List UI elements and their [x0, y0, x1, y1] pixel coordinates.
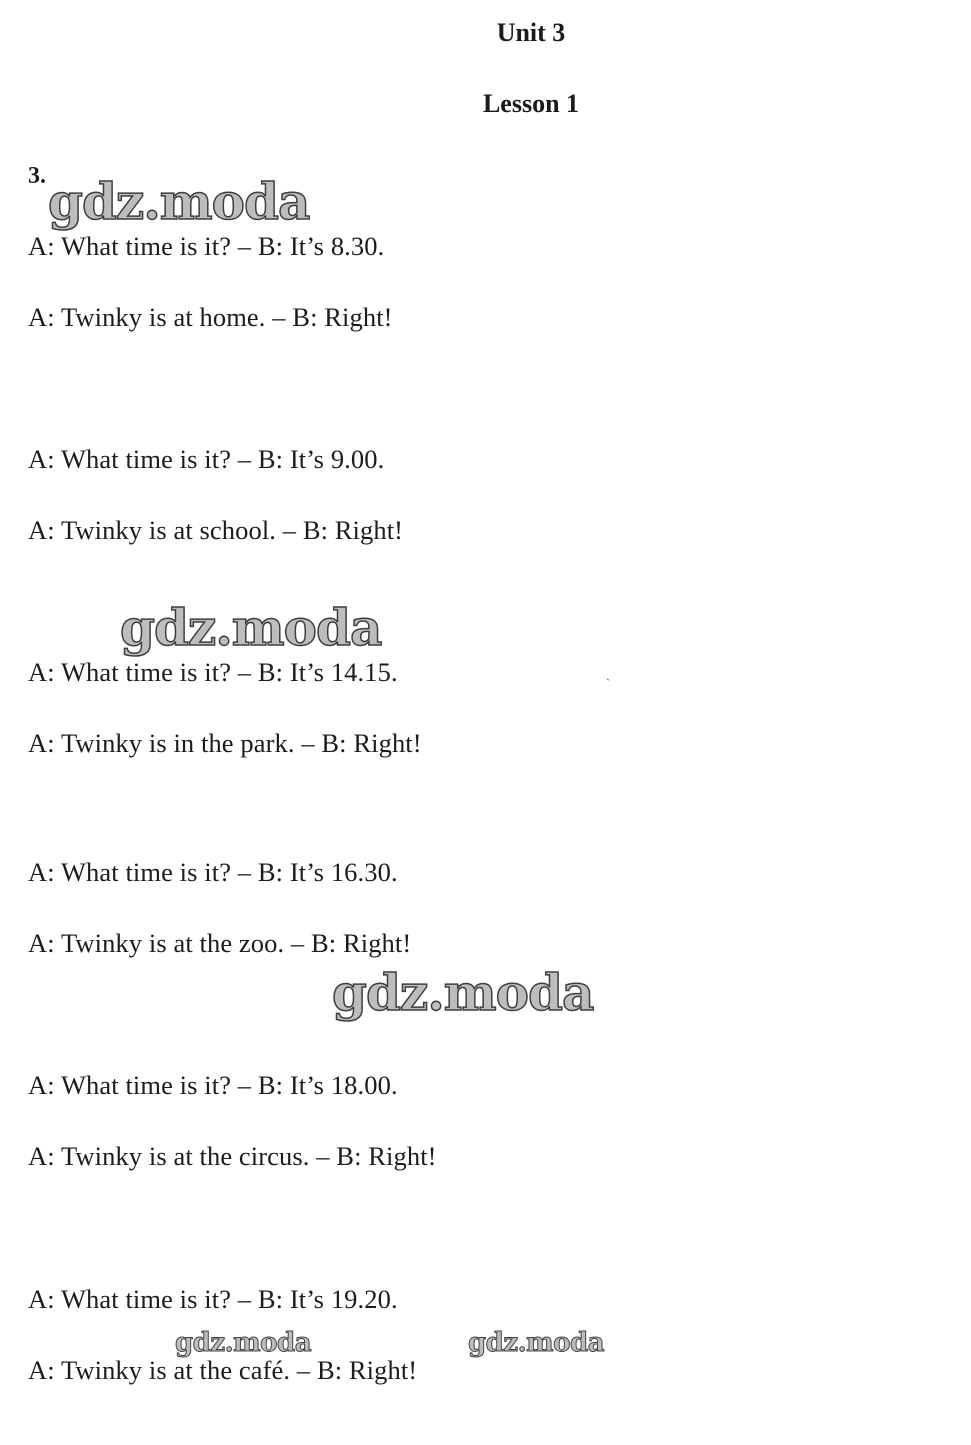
dialogue-line: A: Twinky is at school. – B: Right!	[28, 515, 404, 545]
unit-title: Unit 3	[496, 18, 566, 47]
watermark: gdz.moda	[175, 1328, 312, 1358]
watermark: gdz.moda	[120, 598, 382, 657]
dialogue-line: A: What time is it? – B: It’s 16.30.	[28, 857, 398, 887]
dialogue-line: A: Twinky is in the park. – B: Right!	[28, 728, 422, 758]
dialogue-line: A: What time is it? – B: It’s 8.30.	[28, 231, 385, 261]
dialogue-line: A: Twinky is at home. – B: Right!	[28, 302, 393, 332]
watermark: gdz.moda	[332, 963, 594, 1022]
dialogue-line: A: Twinky is at the café. – B: Right!	[28, 1355, 418, 1385]
scan-speck: ˎ	[606, 667, 610, 681]
dialogue-line: A: What time is it? – B: It’s 14.15.	[28, 657, 398, 687]
lesson-title: Lesson 1	[482, 89, 580, 118]
dialogue-line: A: What time is it? – B: It’s 18.00.	[28, 1070, 398, 1100]
dialogue-line: A: What time is it? – B: It’s 19.20.	[28, 1284, 398, 1314]
exercise-number: 3.	[28, 163, 46, 189]
watermark: gdz.moda	[48, 172, 310, 231]
watermark: gdz.moda	[468, 1328, 605, 1358]
dialogue-line: A: Twinky is at the circus. – B: Right!	[28, 1141, 437, 1171]
dialogue-line: A: What time is it? – B: It’s 9.00.	[28, 444, 385, 474]
dialogue-line: A: Twinky is at the zoo. – B: Right!	[28, 928, 412, 958]
